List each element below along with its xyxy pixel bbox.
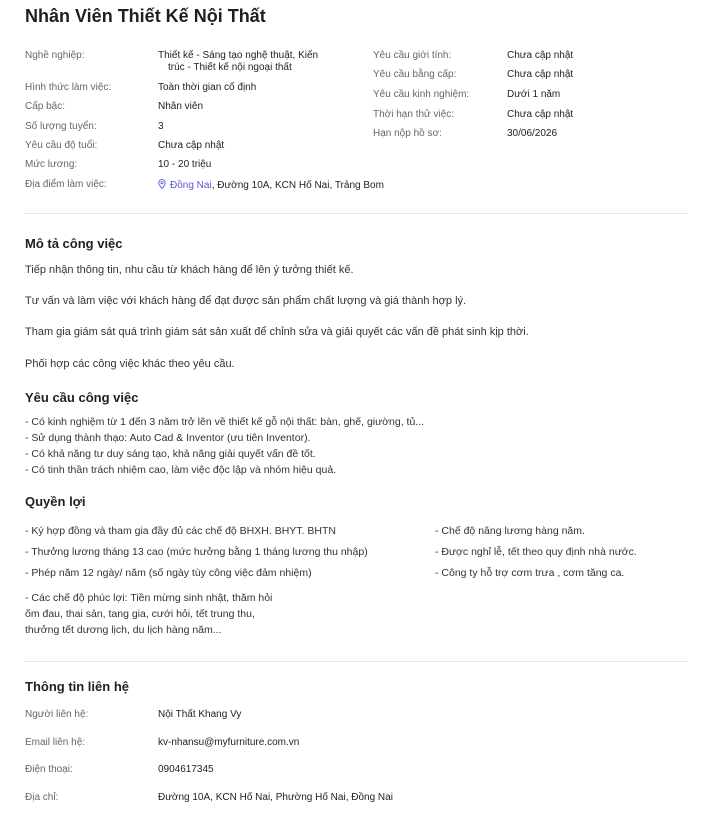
summary-value-degree: Chưa cập nhật xyxy=(507,69,574,80)
summary-label-work-type: Hình thức làm việc: xyxy=(25,82,112,93)
contact-label-phone: Điện thoại: xyxy=(25,764,73,775)
summary-value-experience: Dưới 1 năm xyxy=(507,89,561,100)
summary-value-location: Đồng Nai, Đường 10A, KCN Hố Nai, Trảng Bom xyxy=(158,179,384,192)
contact-label-address: Địa chỉ: xyxy=(25,792,59,803)
benefit-item: - Ký hợp đồng và tham gia đầy đủ các chế độ BHXH. BHYT. BHTN xyxy=(25,525,336,537)
benefits-heading: Quyền lợi xyxy=(25,494,86,509)
summary-label-age: Yêu cầu độ tuổi: xyxy=(25,140,98,151)
contact-value-email: kv-nhansu@myfurniture.com.vn xyxy=(158,737,300,748)
contact-value-phone: 0904617345 xyxy=(158,764,214,775)
summary-label-level: Cấp bậc: xyxy=(25,101,66,112)
summary-label-gender: Yêu cầu giới tính: xyxy=(373,50,452,61)
summary-value-deadline: 30/06/2026 xyxy=(507,128,558,139)
job-title: Nhân Viên Thiết Kế Nội Thất xyxy=(25,6,266,26)
summary-value-work-type: Toàn thời gian cố định xyxy=(158,82,257,93)
description-paragraph: Tư vấn và làm việc với khách hàng để đạt được sản phẩm chất lượng và giá thành hợp lý. xyxy=(25,295,467,307)
benefit-extra-line: - Các chế độ phúc lợi: Tiền mừng sinh nhật, thăm hỏi xyxy=(25,592,273,604)
benefit-extra-line: ốm đau, thai sản, tang gia, cưới hỏi, tết trung thu, xyxy=(25,608,255,620)
benefit-item: - Chế độ nâng lương hàng năm. xyxy=(435,525,585,537)
summary-label-deadline: Hạn nộp hồ sơ: xyxy=(373,128,442,139)
requirement-item: - Có kinh nghiệm từ 1 đến 3 năm trở lên về thiết kế gỗ nội thất: bàn, ghế, giường, tủ... xyxy=(25,416,425,428)
contact-label-person: Người liên hệ: xyxy=(25,709,89,720)
description-paragraph: Phối hợp các công việc khác theo yêu cầu. xyxy=(25,358,235,370)
summary-label-location: Địa điểm làm việc: xyxy=(25,179,107,190)
summary-label-degree: Yêu cầu bằng cấp: xyxy=(373,69,457,80)
description-heading: Mô tả công việc xyxy=(25,236,123,251)
contact-value-person: Nội Thất Khang Vy xyxy=(158,709,242,720)
summary-label-salary: Mức lương: xyxy=(25,159,78,170)
summary-value-occupation: Thiết kế - Sáng tạo nghệ thuật, Kiến trúc - Thiết kế nội ngoại thất xyxy=(158,50,319,73)
benefit-item: - Phép năm 12 ngày/ năm (số ngày tùy công việc đảm nhiệm) xyxy=(25,567,312,579)
benefit-item: - Công ty hỗ trợ cơm trưa , cơm tăng ca. xyxy=(435,567,625,579)
requirement-item: - Sử dụng thành thạo: Auto Cad & Inventor (ưu tiên Inventor). xyxy=(25,432,311,444)
requirement-item: - Có khả năng tư duy sáng tạo, khả năng giải quyết vấn đề tốt. xyxy=(25,448,316,460)
map-pin-icon xyxy=(158,179,166,189)
requirements-heading: Yêu cầu công việc xyxy=(25,390,139,405)
summary-value-age: Chưa cập nhật xyxy=(158,140,225,151)
contact-value-address: Đường 10A, KCN Hố Nai, Phường Hố Nai, Đồng Nai xyxy=(158,792,393,803)
contact-label-email: Email liên hệ: xyxy=(25,737,86,748)
location-link[interactable]: Đồng Nai xyxy=(170,180,212,191)
summary-value-probation: Chưa cập nhật xyxy=(507,109,574,120)
contact-heading: Thông tin liên hệ xyxy=(25,679,129,694)
description-paragraph: Tham gia giám sát quá trình giám sát sản xuất để chỉnh sửa và giải quyết các vấn đề phát sinh kịp thời. xyxy=(25,326,529,338)
summary-value-gender: Chưa cập nhật xyxy=(507,50,574,61)
divider xyxy=(25,213,688,214)
summary-label-occupation: Nghề nghiệp: xyxy=(25,50,85,61)
summary-label-experience: Yêu cầu kinh nghiệm: xyxy=(373,89,470,100)
summary-value-level: Nhân viên xyxy=(158,101,204,112)
summary-label-headcount: Số lượng tuyển: xyxy=(25,121,97,132)
benefit-item: - Thưởng lương tháng 13 cao (mức hưởng bằng 1 tháng lương thu nhập) xyxy=(25,546,368,558)
summary-value-salary: 10 - 20 triệu xyxy=(158,159,212,170)
description-paragraph: Tiếp nhận thông tin, nhu cầu từ khách hàng để lên ý tưởng thiết kế. xyxy=(25,264,354,276)
divider xyxy=(25,661,688,662)
benefit-extra-line: thưởng tết dương lịch, du lịch hàng năm... xyxy=(25,624,222,636)
benefit-item: - Được nghỉ lễ, tết theo quy định nhà nước. xyxy=(435,546,637,558)
summary-value-headcount: 3 xyxy=(158,121,164,132)
summary-label-probation: Thời hạn thử việc: xyxy=(373,109,455,120)
requirement-item: - Có tinh thần trách nhiệm cao, làm việc độc lập và nhóm hiệu quả. xyxy=(25,464,337,476)
